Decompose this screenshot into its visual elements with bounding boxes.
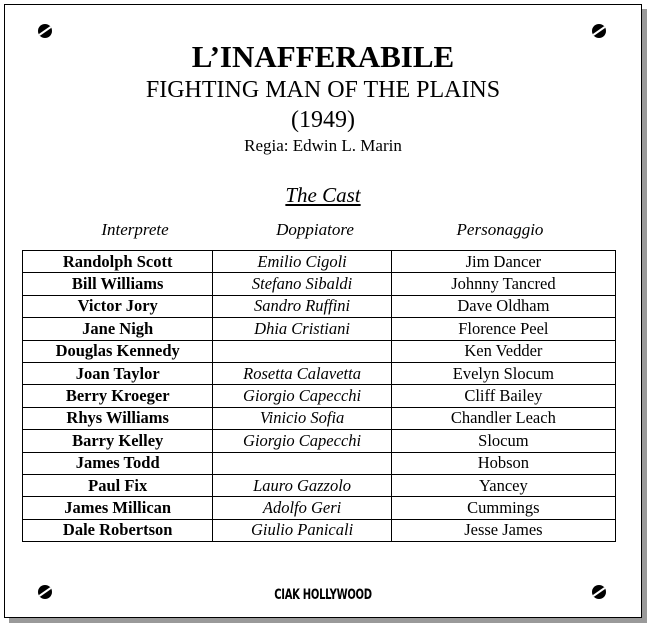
actor-cell: Paul Fix: [23, 474, 213, 496]
voice-actor-cell: Giulio Panicali: [213, 519, 391, 541]
table-row: [23, 474, 616, 496]
actor-cell: James Todd: [23, 452, 213, 474]
table-row: [23, 385, 616, 407]
character-cell: Ken Vedder: [391, 340, 615, 362]
screw-hole-icon: [38, 24, 52, 38]
ciak-hollywood-logo: CIAK HOLLYWOOD: [274, 587, 372, 604]
director-credit: Regia: Edwin L. Marin: [244, 136, 402, 155]
table-row: [23, 452, 616, 474]
character-cell: Yancey: [391, 474, 615, 496]
actor-cell: Bill Williams: [23, 273, 213, 295]
screw-hole-icon: [592, 24, 606, 38]
voice-actor-cell: Sandro Ruffini: [213, 295, 391, 317]
actor-cell: Douglas Kennedy: [23, 340, 213, 362]
italian-title: L’INAFFERABILE: [191, 39, 455, 74]
voice-actor-cell: Giorgio Capecchi: [213, 385, 391, 407]
column-header-role: Personaggio: [456, 220, 544, 239]
actor-cell: Victor Jory: [23, 295, 213, 317]
character-cell: Johnny Tancred: [391, 273, 615, 295]
cast-plaque: [4, 4, 642, 618]
actor-cell: Joan Taylor: [23, 362, 213, 384]
table-row: [23, 407, 616, 429]
table-row: [23, 295, 616, 317]
character-cell: Cliff Bailey: [391, 385, 615, 407]
voice-actor-cell: Lauro Gazzolo: [213, 474, 391, 496]
voice-actor-cell: Dhia Cristiani: [213, 318, 391, 340]
table-row: [23, 497, 616, 519]
character-cell: Jim Dancer: [391, 251, 615, 273]
actor-cell: James Millican: [23, 497, 213, 519]
table-row: [23, 519, 616, 541]
column-header-voice: Doppiatore: [276, 220, 354, 239]
original-title: FIGHTING MAN OF THE PLAINS: [145, 77, 501, 103]
actor-cell: Berry Kroeger: [23, 385, 213, 407]
table-row: [23, 273, 616, 295]
character-cell: Evelyn Slocum: [391, 362, 615, 384]
cast-table: [22, 250, 616, 542]
voice-actor-cell: Vinicio Sofia: [213, 407, 391, 429]
actor-cell: Randolph Scott: [23, 251, 213, 273]
voice-actor-cell: [213, 340, 391, 362]
character-cell: Chandler Leach: [391, 407, 615, 429]
character-cell: Hobson: [391, 452, 615, 474]
cast-heading: The Cast: [285, 183, 361, 207]
character-cell: Florence Peel: [391, 318, 615, 340]
character-cell: Dave Oldham: [391, 295, 615, 317]
voice-actor-cell: Rosetta Calavetta: [213, 362, 391, 384]
actor-cell: Jane Nigh: [23, 318, 213, 340]
actor-cell: Dale Robertson: [23, 519, 213, 541]
character-cell: Jesse James: [391, 519, 615, 541]
column-header-actor: Interprete: [101, 220, 169, 239]
voice-actor-cell: Giorgio Capecchi: [213, 430, 391, 452]
character-cell: Cummings: [391, 497, 615, 519]
table-row: [23, 340, 616, 362]
release-year: (1949): [291, 107, 355, 133]
table-row: [23, 430, 616, 452]
character-cell: Slocum: [391, 430, 615, 452]
actor-cell: Rhys Williams: [23, 407, 213, 429]
voice-actor-cell: Emilio Cigoli: [213, 251, 391, 273]
actor-cell: Barry Kelley: [23, 430, 213, 452]
table-row: [23, 362, 616, 384]
voice-actor-cell: Adolfo Geri: [213, 497, 391, 519]
table-row: [23, 318, 616, 340]
voice-actor-cell: [213, 452, 391, 474]
voice-actor-cell: Stefano Sibaldi: [213, 273, 391, 295]
table-row: [23, 251, 616, 273]
